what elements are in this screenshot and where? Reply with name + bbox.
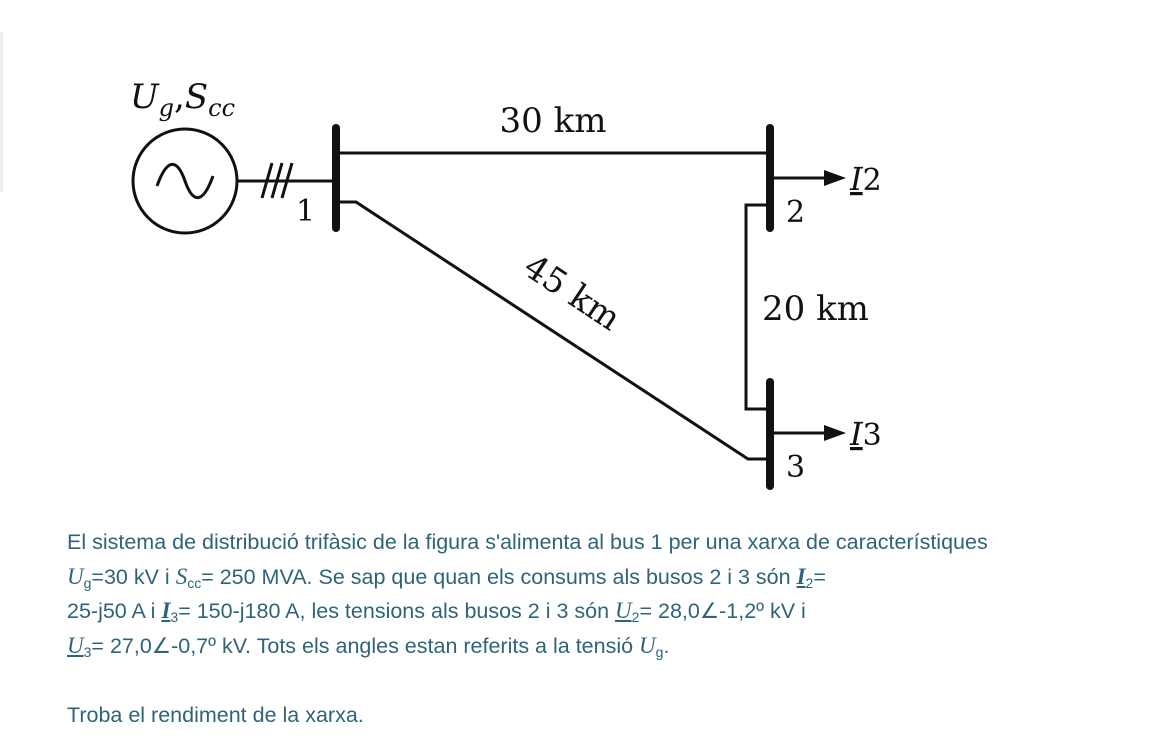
- load-2-current-symbol: I: [850, 160, 863, 198]
- u3-symbol: U: [67, 632, 84, 658]
- i2-subscript: 2: [805, 574, 814, 591]
- load-2-current-label: [849, 160, 882, 198]
- ac-source-icon: [133, 129, 237, 233]
- generator-voltage-subscript: g: [158, 94, 175, 122]
- line-2-3-length: 20 km: [762, 289, 869, 329]
- bus-1-label: 1: [296, 194, 316, 229]
- i3-subscript: 3: [170, 609, 179, 625]
- i3-value: = 150-j180 A, les tensions als busos 2 i 3 són: [178, 599, 616, 623]
- generator-power-subscript: cc: [208, 94, 236, 122]
- load-3-current-subscript: 3: [862, 418, 882, 453]
- load-3-arrow-icon: [824, 425, 846, 441]
- u3-subscript: 3: [83, 643, 92, 660]
- u2-symbol: U: [615, 598, 632, 623]
- line-1-2-length: 30 km: [499, 101, 607, 141]
- line-1-3: [336, 202, 770, 459]
- problem-statement: [67, 525, 1137, 732]
- ug-value: =30 kV i: [91, 564, 176, 589]
- problem-end: .: [663, 633, 670, 658]
- i2-symbol: I: [796, 563, 806, 589]
- generator-voltage-symbol: U: [130, 77, 159, 117]
- three-phase-marks-icon: [262, 163, 292, 198]
- ug-subscript: g: [83, 574, 92, 591]
- load-2-current-subscript: 2: [862, 163, 882, 198]
- reference-symbol: U: [639, 632, 656, 658]
- problem-line-1: El sistema de distribució trifàsic de la figura s'alimenta al bus 1 per una xarxa de característiques: [67, 530, 988, 554]
- generator-label: [130, 77, 235, 122]
- load-3-current-symbol: I: [850, 415, 863, 453]
- scc-subscript: cc: [187, 574, 202, 591]
- reference-subscript: g: [655, 643, 664, 660]
- bus-2-label: 2: [786, 195, 806, 230]
- scc-symbol: S: [175, 563, 188, 589]
- bus-3-label: 3: [786, 450, 806, 485]
- i2-value-eq: =: [813, 564, 826, 589]
- generator-power-symbol: S: [184, 77, 209, 117]
- load-2-arrow-icon: [824, 170, 846, 186]
- ug-symbol: U: [67, 563, 84, 589]
- u2-value: = 28,0∠-1,2º kV i: [639, 599, 806, 623]
- i3-symbol: I: [161, 598, 171, 623]
- generator-label-separator: ,: [174, 77, 185, 117]
- load-3-current-label: [849, 415, 882, 453]
- problem-paragraph: [67, 525, 1137, 663]
- scc-value: = 250 MVA. Se sap que quan els consums als busos 2 i 3 són: [201, 564, 797, 589]
- u2-subscript: 2: [631, 609, 640, 625]
- question-text: Troba el rendiment de la xarxa.: [67, 702, 364, 727]
- u3-value: = 27,0∠-0,7º kV. Tots els angles estan referits a la tensió: [91, 633, 640, 658]
- i2-value: 25-j50 A i: [67, 599, 162, 623]
- line-1-3-length: 45 km: [516, 246, 628, 340]
